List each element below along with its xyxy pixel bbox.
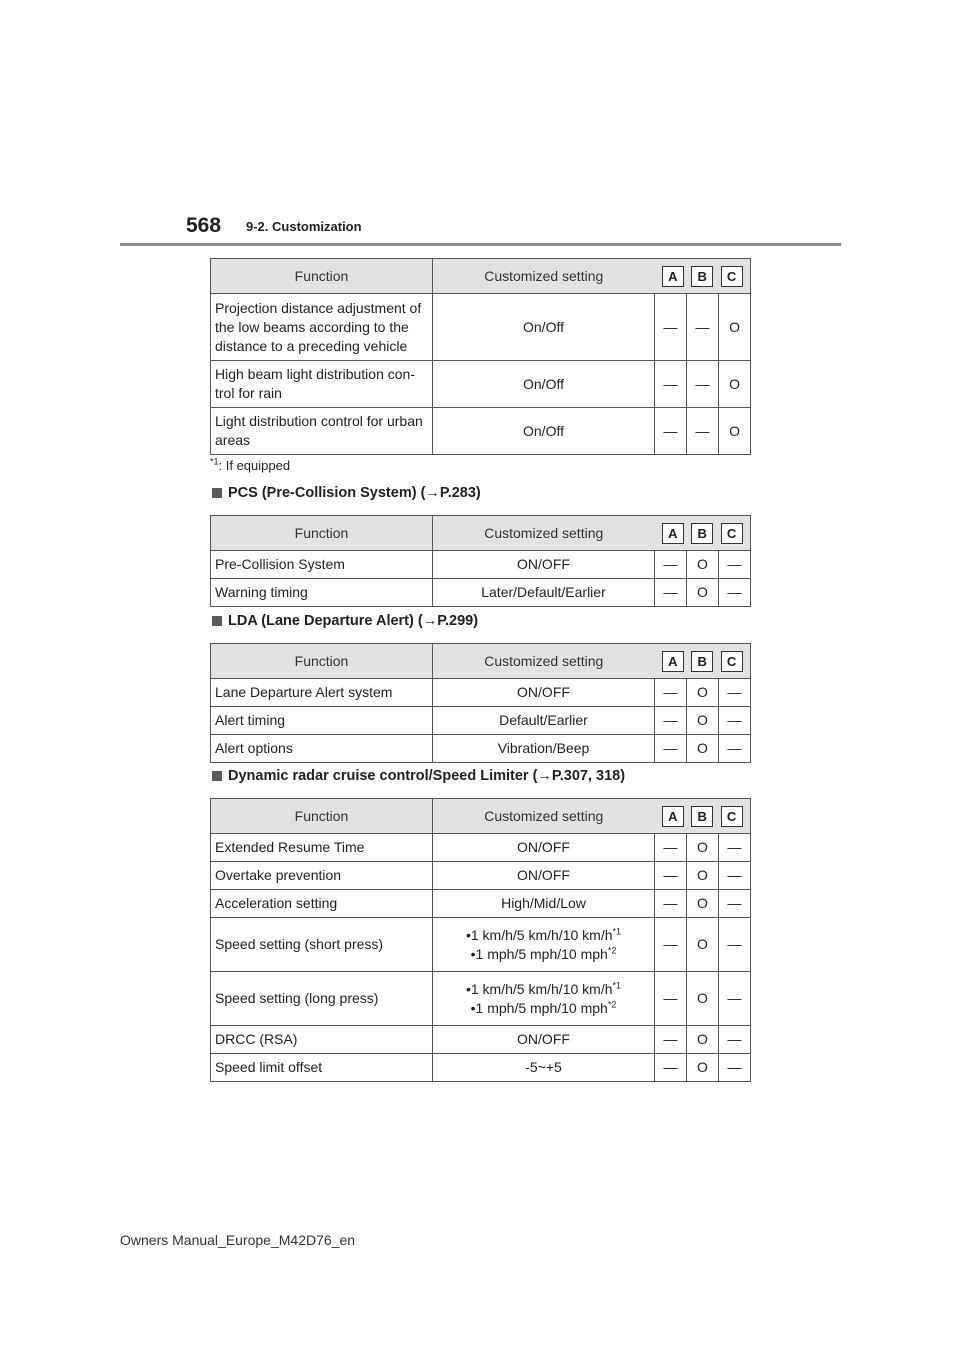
setting-cell: ON/OFF xyxy=(433,1026,655,1054)
function-cell: Pre-Collision System xyxy=(211,551,433,579)
footnote-ref: *1 xyxy=(612,979,622,990)
column-c-label: C xyxy=(721,806,743,827)
setting-cell: ON/OFF xyxy=(433,862,655,890)
table-header-row xyxy=(211,799,751,834)
mark-c-cell: O xyxy=(719,361,751,408)
mark-c-cell: — xyxy=(719,862,751,890)
customized-setting-header: Customized setting xyxy=(433,644,655,679)
abc-header xyxy=(655,799,751,834)
setting-cell: On/Off xyxy=(433,294,655,361)
table-row xyxy=(211,972,751,1026)
column-c-label: C xyxy=(721,266,743,287)
footnote xyxy=(210,458,290,473)
mark-b-cell: O xyxy=(687,679,719,707)
mark-a-cell: — xyxy=(655,1054,687,1082)
mark-b-cell: O xyxy=(687,707,719,735)
column-a-label: A xyxy=(662,651,684,672)
setting-cell: ON/OFF xyxy=(433,551,655,579)
mark-b-cell: O xyxy=(687,735,719,763)
drcc-heading xyxy=(212,768,625,784)
mark-a-cell: — xyxy=(655,551,687,579)
column-b-label: B xyxy=(691,651,713,672)
setting-cell: Default/Earlier xyxy=(433,707,655,735)
setting-cell: ON/OFF xyxy=(433,834,655,862)
customized-setting-header: Customized setting xyxy=(433,799,655,834)
footnote-ref: *1 xyxy=(612,925,622,936)
function-cell: Alert options xyxy=(211,735,433,763)
footnote-ref: *2 xyxy=(607,944,617,955)
mark-c-cell: — xyxy=(719,1054,751,1082)
square-bullet-icon xyxy=(212,488,222,498)
abc-header xyxy=(655,516,751,551)
function-header: Function xyxy=(211,644,433,679)
setting-cell: ON/OFF xyxy=(433,679,655,707)
pcs-table xyxy=(210,515,751,607)
table-header-row xyxy=(211,516,751,551)
function-cell: Acceleration setting xyxy=(211,890,433,918)
setting-cell: On/Off xyxy=(433,361,655,408)
column-c-label: C xyxy=(721,523,743,544)
table-row xyxy=(211,361,751,408)
table-row xyxy=(211,294,751,361)
table-row xyxy=(211,735,751,763)
mark-b-cell: — xyxy=(687,361,719,408)
lda-heading xyxy=(212,613,478,629)
mark-c-cell: — xyxy=(719,918,751,972)
footnote-text: : If equipped xyxy=(218,458,291,473)
table-row xyxy=(211,1026,751,1054)
table-row xyxy=(211,551,751,579)
mark-a-cell: — xyxy=(655,1026,687,1054)
mark-b-cell: O xyxy=(687,579,719,607)
mark-c-cell: — xyxy=(719,834,751,862)
mark-b-cell: O xyxy=(687,890,719,918)
setting-cell: Later/Default/Earlier xyxy=(433,579,655,607)
mark-a-cell: — xyxy=(655,918,687,972)
mark-a-cell: — xyxy=(655,890,687,918)
table-row xyxy=(211,1054,751,1082)
mark-c-cell: — xyxy=(719,707,751,735)
setting-cell: Vibration/Beep xyxy=(433,735,655,763)
table-row xyxy=(211,679,751,707)
setting-line-text: •1 mph/5 mph/10 mph xyxy=(470,945,608,962)
setting-line-mph xyxy=(437,999,650,1018)
mark-a-cell: — xyxy=(655,579,687,607)
function-cell: Light distribution control for urban areas xyxy=(211,408,433,455)
column-a-label: A xyxy=(662,806,684,827)
column-a-label: A xyxy=(662,523,684,544)
mark-c-cell: — xyxy=(719,1026,751,1054)
mark-b-cell: O xyxy=(687,862,719,890)
page-number: 568 xyxy=(186,214,222,237)
mark-c-cell: O xyxy=(719,294,751,361)
mark-b-cell: O xyxy=(687,918,719,972)
function-cell: Alert timing xyxy=(211,707,433,735)
header-rule xyxy=(120,243,841,246)
section-title: 9-2. Customization xyxy=(246,219,362,234)
setting-line-text: •1 km/h/5 km/h/10 km/h xyxy=(465,980,613,997)
footer-text: Owners Manual_Europe_M42D76_en xyxy=(120,1232,356,1248)
function-cell: Speed setting (short press) xyxy=(211,918,433,972)
square-bullet-icon xyxy=(212,616,222,626)
mark-c-cell: O xyxy=(719,408,751,455)
column-a-label: A xyxy=(662,266,684,287)
column-c-label: C xyxy=(721,651,743,672)
table-row xyxy=(211,890,751,918)
mark-b-cell: O xyxy=(687,972,719,1026)
table-row xyxy=(211,707,751,735)
setting-cell xyxy=(433,972,655,1026)
function-cell: Warning timing xyxy=(211,579,433,607)
table-header-row xyxy=(211,259,751,294)
setting-cell: On/Off xyxy=(433,408,655,455)
mark-a-cell: — xyxy=(655,972,687,1026)
drcc-table xyxy=(210,798,751,1082)
table-row xyxy=(211,834,751,862)
table-header-row xyxy=(211,644,751,679)
mark-c-cell: — xyxy=(719,972,751,1026)
setting-cell: High/Mid/Low xyxy=(433,890,655,918)
mark-a-cell: — xyxy=(655,862,687,890)
table-row xyxy=(211,408,751,455)
mark-b-cell: O xyxy=(687,834,719,862)
lda-table xyxy=(210,643,751,763)
setting-cell: -5~+5 xyxy=(433,1054,655,1082)
mark-b-cell: O xyxy=(687,551,719,579)
pcs-heading xyxy=(212,485,481,501)
setting-cell xyxy=(433,918,655,972)
mark-b-cell: O xyxy=(687,1026,719,1054)
mark-c-cell: — xyxy=(719,679,751,707)
function-cell: DRCC (RSA) xyxy=(211,1026,433,1054)
mark-c-cell: — xyxy=(719,735,751,763)
mark-c-cell: — xyxy=(719,579,751,607)
column-b-label: B xyxy=(691,266,713,287)
mark-a-cell: — xyxy=(655,707,687,735)
function-cell: Speed setting (long press) xyxy=(211,972,433,1026)
lda-heading-text: LDA (Lane Departure Alert) (→P.299) xyxy=(228,613,479,629)
abc-header xyxy=(655,644,751,679)
mark-a-cell: — xyxy=(655,679,687,707)
abc-header xyxy=(655,259,751,294)
function-cell: High beam light distribution con-trol for rain xyxy=(211,361,433,408)
column-b-label: B xyxy=(691,523,713,544)
drcc-heading-text: Dynamic radar cruise control/Speed Limiter (→P.307, 318) xyxy=(228,768,626,784)
customized-setting-header: Customized setting xyxy=(433,259,655,294)
square-bullet-icon xyxy=(212,771,222,781)
mark-a-cell: — xyxy=(655,361,687,408)
mark-c-cell: — xyxy=(719,551,751,579)
setting-line-kmh xyxy=(437,926,650,945)
mark-a-cell: — xyxy=(655,834,687,862)
mark-b-cell: O xyxy=(687,1054,719,1082)
footnote-ref: *2 xyxy=(607,998,617,1009)
function-header: Function xyxy=(211,516,433,551)
table-row xyxy=(211,862,751,890)
function-cell: Projection distance adjustment of the low beams according to the distance to a preceding vehicle xyxy=(211,294,433,361)
setting-line-text: •1 km/h/5 km/h/10 km/h xyxy=(465,926,613,943)
mark-b-cell: — xyxy=(687,408,719,455)
table-row xyxy=(211,579,751,607)
function-cell: Extended Resume Time xyxy=(211,834,433,862)
customized-setting-header: Customized setting xyxy=(433,516,655,551)
mark-a-cell: — xyxy=(655,294,687,361)
footnote-mark: *1 xyxy=(210,456,219,467)
function-cell: Lane Departure Alert system xyxy=(211,679,433,707)
setting-line-mph xyxy=(437,945,650,964)
light-settings-table xyxy=(210,258,751,455)
function-header: Function xyxy=(211,799,433,834)
mark-b-cell: — xyxy=(687,294,719,361)
function-header: Function xyxy=(211,259,433,294)
function-cell: Speed limit offset xyxy=(211,1054,433,1082)
mark-a-cell: — xyxy=(655,408,687,455)
mark-c-cell: — xyxy=(719,890,751,918)
pcs-heading-text: PCS (Pre-Collision System) (→P.283) xyxy=(228,485,481,501)
function-cell: Overtake prevention xyxy=(211,862,433,890)
setting-line-text: •1 mph/5 mph/10 mph xyxy=(470,999,608,1016)
setting-line-kmh xyxy=(437,980,650,999)
column-b-label: B xyxy=(691,806,713,827)
mark-a-cell: — xyxy=(655,735,687,763)
table-row xyxy=(211,918,751,972)
